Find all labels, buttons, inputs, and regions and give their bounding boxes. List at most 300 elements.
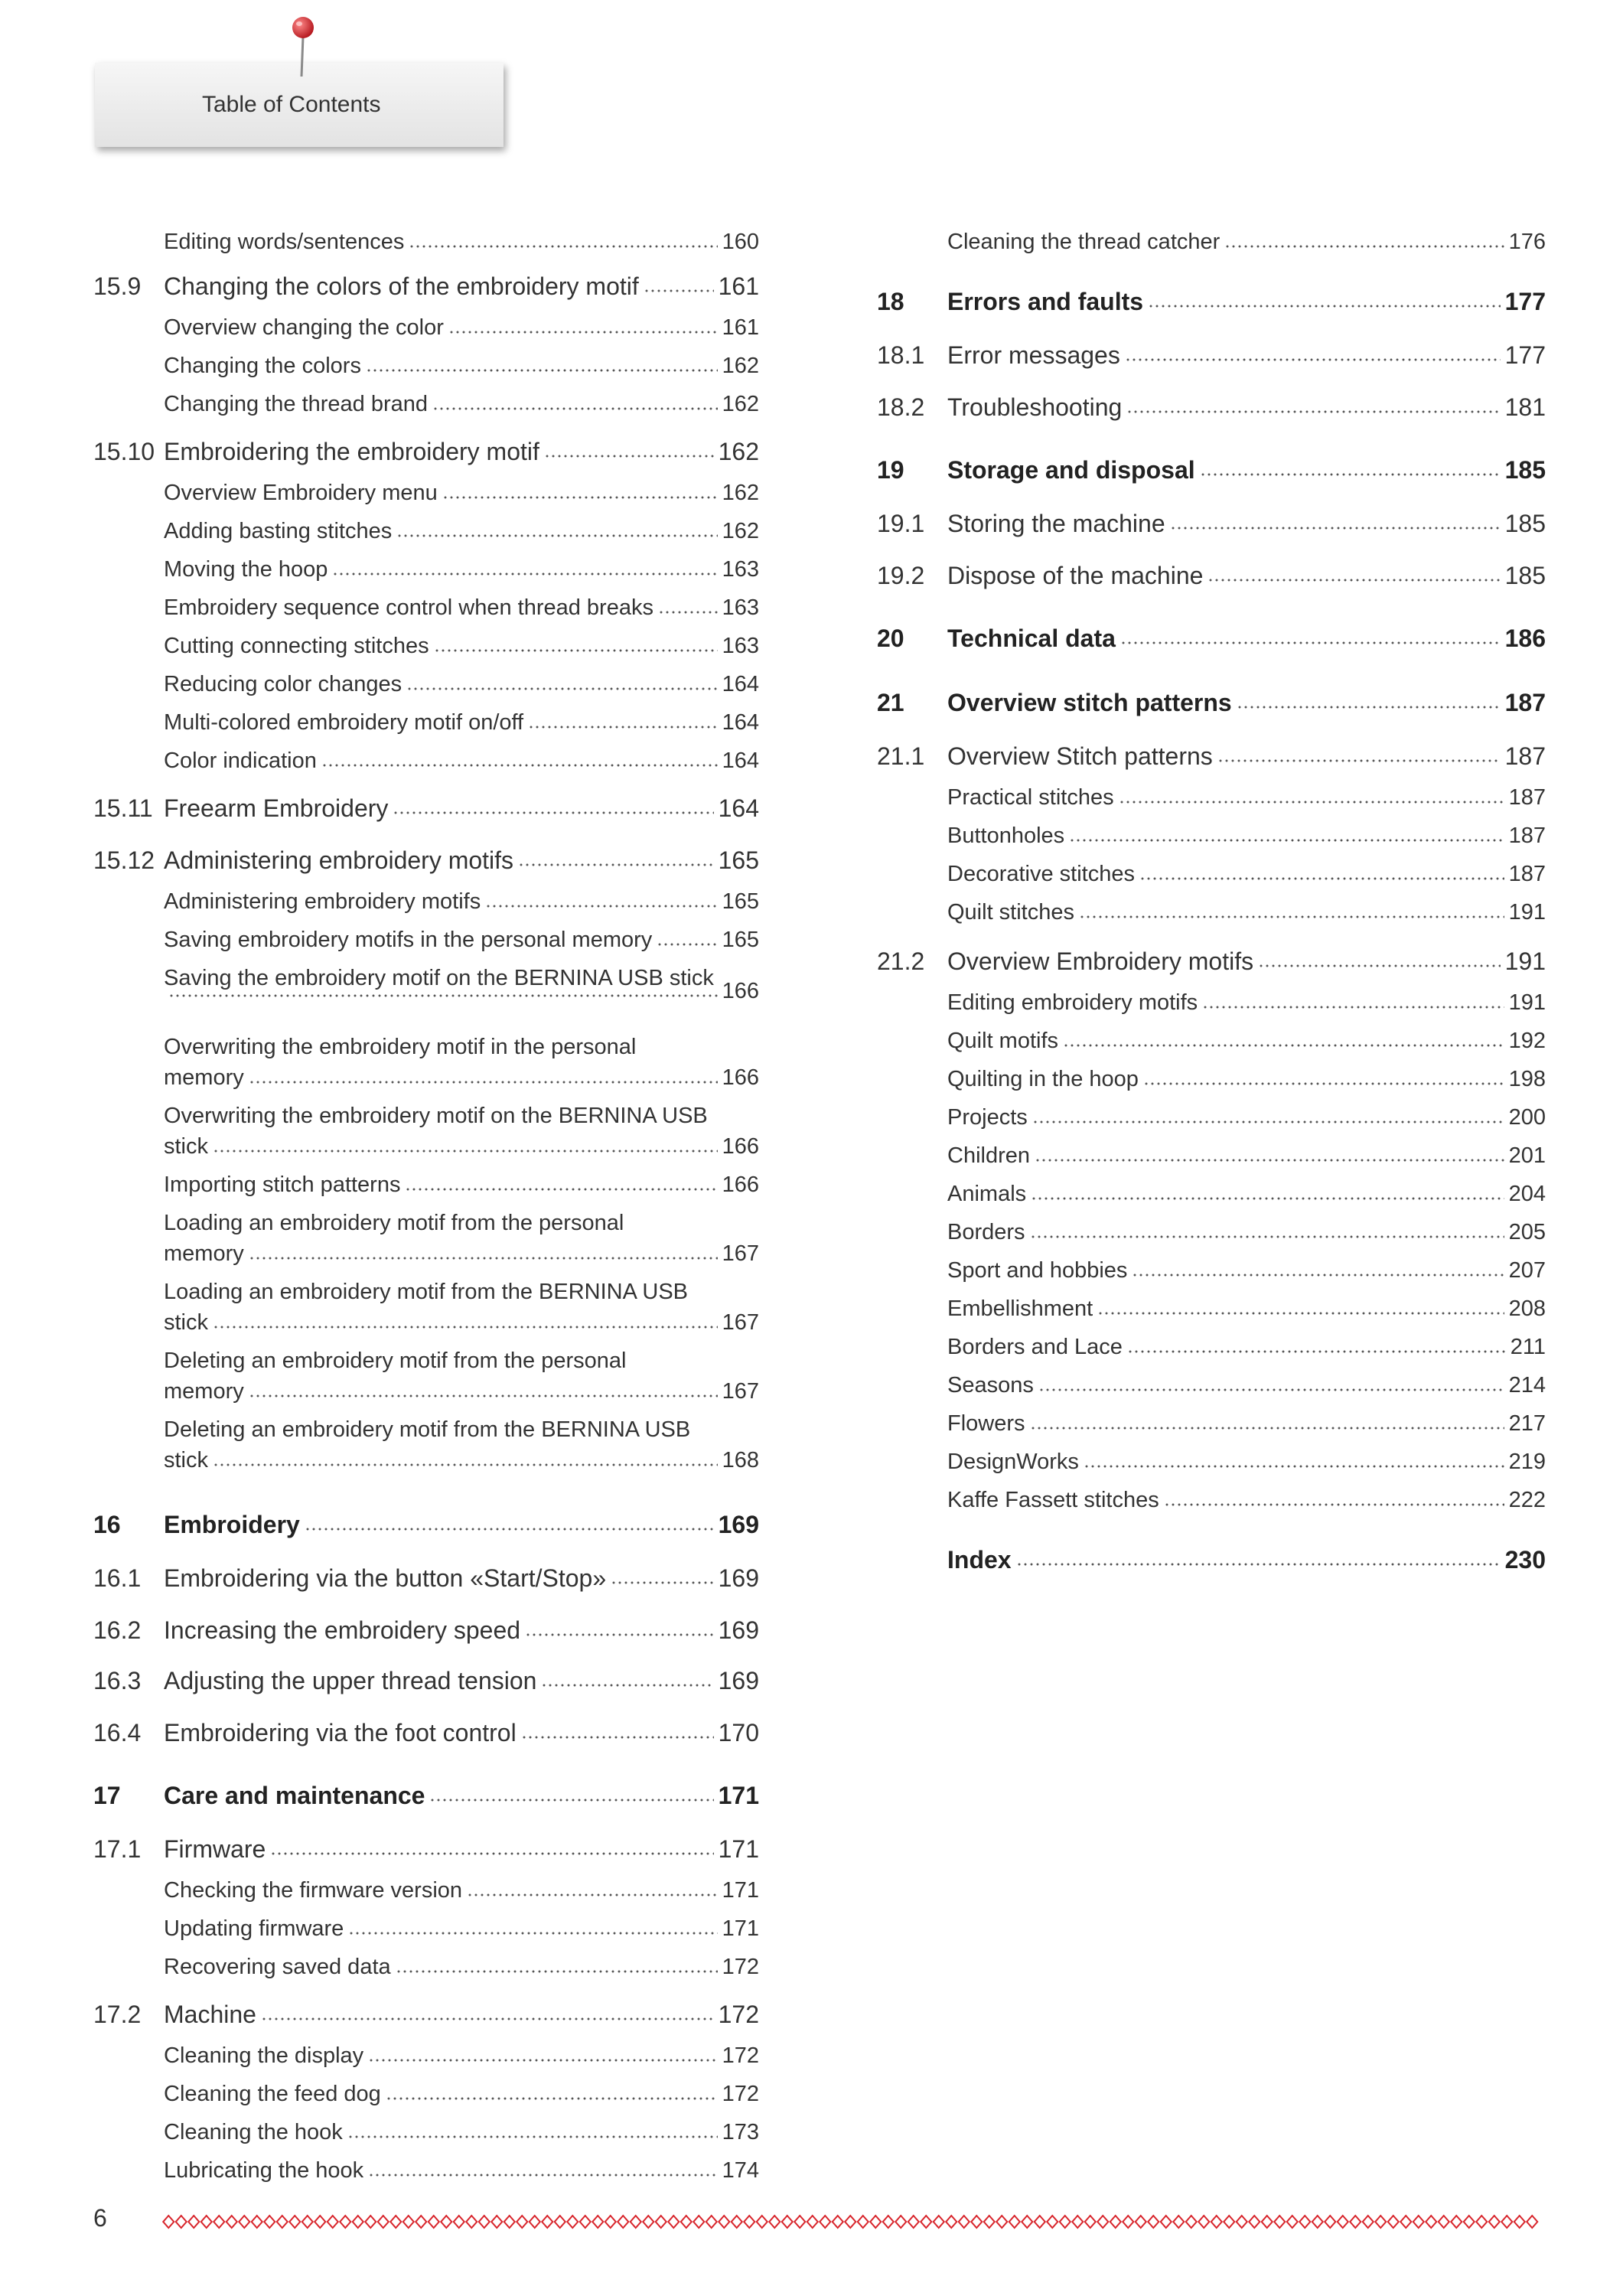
border-diamond [517, 2216, 527, 2228]
border-diamond [668, 2216, 679, 2228]
dot-leader [544, 454, 714, 458]
toc-entry-title: Quilt stitches [947, 900, 1074, 925]
toc-entry-title: Adding basting stitches [164, 519, 393, 543]
border-diamond [1274, 2216, 1285, 2228]
toc-entry-number: 16.3 [93, 1667, 142, 1694]
border-diamond [1299, 2216, 1310, 2228]
toc-entry-title: stick [164, 1134, 208, 1159]
toc-entry-number: 21.2 [877, 947, 925, 975]
toc-entry-title: Overwriting the embroidery motif on the BERNINA USB [164, 1104, 708, 1128]
border-diamond [1097, 2216, 1108, 2228]
border-diamond [252, 2216, 262, 2228]
border-diamond [441, 2216, 451, 2228]
toc-entry-title: Changing the colors of the embroidery motif [164, 272, 639, 300]
border-diamond [504, 2216, 515, 2228]
toc-entry-page: 161 [722, 315, 759, 340]
toc-entry-title: Cutting connecting stitches [164, 634, 429, 658]
border-diamond [1237, 2216, 1247, 2228]
border-diamond [479, 2216, 490, 2228]
dot-leader [432, 406, 718, 411]
border-diamond [314, 2216, 325, 2228]
dot-leader [348, 1931, 717, 1936]
dot-leader [1031, 1196, 1504, 1201]
border-diamond [1312, 2216, 1323, 2228]
dot-leader [1207, 578, 1500, 582]
toc-entry-page: 214 [1508, 1373, 1546, 1397]
dot-leader [1224, 244, 1504, 249]
toc-entry-page: 170 [718, 1719, 759, 1746]
dot-leader [1038, 1388, 1504, 1392]
dot-leader [168, 993, 718, 998]
border-diamond [580, 2216, 591, 2228]
dot-leader [541, 1683, 713, 1688]
dot-leader [1126, 409, 1500, 414]
toc-entry-number: 19.2 [877, 562, 925, 589]
border-diamond [1400, 2216, 1411, 2228]
border-diamond [971, 2216, 982, 2228]
dot-leader [405, 1187, 717, 1192]
dot-leader [1120, 641, 1501, 645]
toc-entry-page: 162 [722, 481, 759, 505]
toc-entry-page: 217 [1508, 1411, 1546, 1436]
dot-leader [213, 1149, 718, 1153]
toc-entry-title: Cleaning the thread catcher [947, 230, 1221, 254]
toc-entry-title: Embroidery [164, 1511, 300, 1538]
border-diamond [353, 2216, 363, 2228]
toc-entry-number: 17 [93, 1782, 121, 1809]
toc-entry-page: 166 [722, 1134, 759, 1159]
toc-entry-title: Importing stitch patterns [164, 1172, 401, 1197]
toc-entry-title: Overview Stitch patterns [947, 742, 1213, 770]
dot-leader [521, 1735, 714, 1740]
toc-entry-title: Embellishment [947, 1296, 1093, 1321]
toc-entry-title: Sport and hobbies [947, 1258, 1128, 1283]
dot-leader [434, 648, 718, 653]
border-diamond [934, 2216, 944, 2228]
toc-entry-title: Recovering saved data [164, 1955, 391, 1979]
toc-entry-title: Embroidering the embroidery motif [164, 438, 539, 465]
toc-entry-title: Changing the thread brand [164, 392, 429, 416]
toc-entry-page: 181 [1504, 393, 1546, 421]
border-diamond [1338, 2216, 1348, 2228]
border-diamond [163, 2216, 174, 2228]
dot-leader [1258, 964, 1501, 968]
dot-leader [368, 2173, 717, 2177]
toc-entry-page: 163 [722, 595, 759, 620]
toc-entry-page: 162 [722, 392, 759, 416]
border-diamond [429, 2216, 439, 2228]
border-diamond [643, 2216, 653, 2228]
toc-entry-title: Embroidering via the foot control [164, 1719, 517, 1746]
toc-entry-title: Administering embroidery motifs [164, 889, 481, 914]
border-diamond [213, 2216, 224, 2228]
toc-entry-number: 18.2 [877, 393, 925, 421]
toc-entry-title: Changing the colors [164, 354, 361, 378]
border-diamond [201, 2216, 212, 2228]
toc-entry-page: 166 [722, 1065, 759, 1090]
border-diamond [1072, 2216, 1083, 2228]
page-title: Table of Contents [202, 92, 381, 117]
toc-entry-number: 16.4 [93, 1719, 142, 1746]
toc-entry-page: 169 [718, 1511, 759, 1538]
dot-leader [1132, 1273, 1504, 1277]
toc-entry-number: 19.1 [877, 510, 925, 537]
border-diamond [605, 2216, 616, 2228]
border-diamond [1085, 2216, 1096, 2228]
toc-entry-title: Children [947, 1143, 1030, 1168]
toc-entry-page: 161 [718, 272, 759, 300]
border-diamond [1514, 2216, 1525, 2228]
toc-entry-page: 187 [1504, 689, 1546, 716]
dot-leader [213, 1325, 718, 1329]
border-diamond [176, 2216, 187, 2228]
border-diamond [618, 2216, 628, 2228]
border-diamond [984, 2216, 995, 2228]
toc-entry-page: 172 [722, 2082, 759, 2106]
toc-entry-page: 205 [1508, 1220, 1546, 1244]
border-diamond [1350, 2216, 1361, 2228]
border-diamond [631, 2216, 641, 2228]
toc-entry-title: Dispose of the machine [947, 562, 1204, 589]
toc-entry-page: 164 [722, 710, 759, 735]
dot-leader [321, 763, 718, 768]
toc-entry-page: 192 [1508, 1029, 1546, 1053]
dot-leader [1202, 1005, 1504, 1009]
border-diamond [1060, 2216, 1071, 2228]
toc-entry-title: Care and maintenance [164, 1782, 425, 1809]
dot-leader [518, 863, 714, 867]
page-number: 6 [93, 2204, 107, 2232]
toc-entry-title: memory [164, 1065, 244, 1090]
toc-entry-number: 18.1 [877, 341, 925, 369]
toc-entry-title: memory [164, 1379, 244, 1404]
border-diamond [1198, 2216, 1209, 2228]
toc-entry-title: Checking the firmware version [164, 1878, 463, 1903]
border-diamond [744, 2216, 754, 2228]
toc-entry-number: 16 [93, 1511, 121, 1538]
toc-entry-page: 201 [1508, 1143, 1546, 1168]
toc-entry-page: 166 [722, 1172, 759, 1197]
toc-entry-page: 160 [722, 230, 759, 254]
border-diamond [542, 2216, 552, 2228]
toc-entry-page: 171 [722, 1878, 759, 1903]
toc-entry-page: 176 [1508, 230, 1546, 254]
toc-entry-page: 208 [1508, 1296, 1546, 1321]
toc-entry-page: 168 [722, 1448, 759, 1473]
toc-entry-page: 187 [1508, 785, 1546, 810]
toc-entry-number: 21.1 [877, 742, 925, 770]
border-diamond [454, 2216, 464, 2228]
toc-entry-page: 222 [1508, 1488, 1546, 1512]
toc-entry-title: Overview Embroidery menu [164, 481, 438, 505]
border-diamond [1224, 2216, 1234, 2228]
toc-entry-number: 15.10 [93, 438, 155, 465]
border-diamond [365, 2216, 376, 2228]
dot-leader [347, 2135, 718, 2139]
toc-entry-page: 169 [718, 1667, 759, 1694]
border-diamond [403, 2216, 414, 2228]
toc-entry-title: Overwriting the embroidery motif in the personal [164, 1035, 637, 1059]
border-diamond [681, 2216, 692, 2228]
border-diamond [895, 2216, 906, 2228]
toc-entry-title: Overview Embroidery motifs [947, 947, 1254, 975]
toc-entry-title: Cleaning the feed dog [164, 2082, 381, 2106]
border-diamond [656, 2216, 666, 2228]
toc-entry-page: 171 [722, 1916, 759, 1941]
toc-entry-title: Increasing the embroidery speed [164, 1616, 521, 1644]
dot-leader [406, 687, 717, 691]
toc-entry-title: Embroidery sequence control when thread breaks [164, 595, 653, 620]
border-diamond [1527, 2216, 1537, 2228]
toc-entry-title: Storage and disposal [947, 456, 1195, 484]
dot-leader [429, 1798, 713, 1802]
toc-entry-page: 167 [722, 1241, 759, 1266]
toc-entry-title: Machine [164, 2001, 256, 2028]
toc-entry-title: Deleting an embroidery motif from the BERNINA USB [164, 1417, 691, 1442]
toc-entry-title: Loading an embroidery motif from the personal [164, 1211, 624, 1235]
border-diamond [328, 2216, 338, 2228]
toc-entry-title: Freearm Embroidery [164, 794, 389, 822]
border-diamond [340, 2216, 350, 2228]
border-diamond [390, 2216, 401, 2228]
border-diamond [757, 2216, 768, 2228]
toc-entry-page: 211 [1510, 1335, 1546, 1359]
toc-entry-number: 15.12 [93, 846, 155, 874]
toc-entry-title: Borders and Lace [947, 1335, 1123, 1359]
toc-entry-page: 191 [1508, 990, 1546, 1015]
toc-entry-page: 164 [722, 748, 759, 773]
toc-entry-title: Troubleshooting [947, 393, 1123, 421]
toc-entry-number: 21 [877, 689, 904, 716]
toc-entry-title: Moving the hoop [164, 557, 328, 582]
border-diamond [833, 2216, 843, 2228]
dot-leader [611, 1580, 713, 1585]
dot-leader [368, 2058, 717, 2063]
dot-leader [1030, 1426, 1504, 1430]
toc-entry-page: 187 [1508, 823, 1546, 848]
border-diamond [188, 2216, 199, 2228]
toc-entry-title: Overview changing the color [164, 315, 444, 340]
toc-entry-title: Quilting in the hoop [947, 1067, 1139, 1091]
dot-leader [1200, 472, 1501, 477]
toc-entry-number: 16.1 [93, 1564, 142, 1592]
toc-entry-title: Technical data [947, 625, 1116, 652]
border-diamond [1161, 2216, 1172, 2228]
border-diamond [1413, 2216, 1424, 2228]
toc-entry-page: 207 [1508, 1258, 1546, 1283]
toc-entry-title: Reducing color changes [164, 672, 402, 696]
dot-leader [1148, 304, 1501, 308]
toc-entry-number: 19 [877, 456, 904, 484]
toc-entry-title: Flowers [947, 1411, 1025, 1436]
toc-entry-page: 167 [722, 1379, 759, 1404]
dot-leader [249, 1256, 718, 1261]
toc-entry-title: Editing embroidery motifs [947, 990, 1198, 1015]
toc-entry-title: Seasons [947, 1373, 1034, 1397]
toc-entry-number: 15.9 [93, 272, 142, 300]
toc-entry-title: Quilt motifs [947, 1029, 1059, 1053]
dot-leader [409, 244, 717, 249]
border-diamond [845, 2216, 855, 2228]
border-diamond [858, 2216, 869, 2228]
toc-entry-page: 169 [718, 1564, 759, 1592]
border-diamond [1363, 2216, 1374, 2228]
toc-entry-title: stick [164, 1310, 208, 1335]
toc-entry-number: 17.1 [93, 1835, 142, 1863]
dot-leader [261, 2017, 714, 2021]
border-diamond [1186, 2216, 1197, 2228]
border-diamond [302, 2216, 313, 2228]
border-diamond [1501, 2216, 1512, 2228]
toc-entry-page: 204 [1508, 1182, 1546, 1206]
toc-entry-page: 200 [1508, 1105, 1546, 1130]
toc-entry-title: Multi-colored embroidery motif on/off [164, 710, 524, 735]
dot-leader [1217, 758, 1501, 763]
border-diamond [719, 2216, 729, 2228]
dot-leader [213, 1463, 718, 1467]
dot-leader [448, 330, 718, 334]
border-diamond [1464, 2216, 1475, 2228]
dot-leader [396, 1969, 718, 1974]
dot-leader [1079, 915, 1504, 919]
dot-leader [1170, 526, 1501, 530]
toc-entry-page: 230 [1504, 1546, 1546, 1574]
push-pin-icon [280, 6, 326, 80]
diamond-border [162, 2213, 1546, 2230]
toc-entry-title: Storing the machine [947, 510, 1165, 537]
dot-leader [658, 610, 718, 615]
toc-entry-page: 164 [722, 672, 759, 696]
border-diamond [1375, 2216, 1386, 2228]
toc-entry-title: Updating firmware [164, 1916, 344, 1941]
border-diamond [794, 2216, 805, 2228]
border-diamond [782, 2216, 793, 2228]
toc-entry-page: 165 [722, 928, 759, 952]
border-diamond [1249, 2216, 1260, 2228]
border-diamond [1287, 2216, 1298, 2228]
dot-leader [249, 1394, 718, 1398]
toc-entry-page: 167 [722, 1310, 759, 1335]
border-diamond [908, 2216, 919, 2228]
toc-entry-title: memory [164, 1241, 244, 1266]
border-diamond [277, 2216, 288, 2228]
toc-entry-page: 164 [718, 794, 759, 822]
toc-entry-title: Adjusting the upper thread tension [164, 1667, 537, 1694]
toc-entry-page: 185 [1504, 562, 1546, 589]
dot-leader [657, 942, 717, 947]
toc-entry-title: Borders [947, 1220, 1025, 1244]
dot-leader [1032, 1120, 1504, 1124]
toc-entry-page: 185 [1504, 456, 1546, 484]
toc-entry-title: Loading an embroidery motif from the BERNINA USB [164, 1280, 689, 1304]
border-diamond [1035, 2216, 1045, 2228]
dot-leader [386, 2096, 718, 2101]
dot-leader [525, 1632, 714, 1637]
toc-entry-page: 162 [718, 438, 759, 465]
toc-entry-title: Embroidering via the button «Start/Stop» [164, 1564, 607, 1592]
border-diamond [378, 2216, 389, 2228]
toc-entry-title: Animals [947, 1182, 1027, 1206]
border-diamond [289, 2216, 300, 2228]
dot-leader [1030, 1234, 1504, 1239]
dot-leader [1143, 1081, 1504, 1086]
dot-leader [528, 725, 718, 729]
dot-leader [1164, 1502, 1504, 1507]
border-diamond [1173, 2216, 1184, 2228]
border-diamond [946, 2216, 957, 2228]
toc-entry-page: 163 [722, 557, 759, 582]
border-diamond [959, 2216, 970, 2228]
toc-entry-title: Lubricating the hook [164, 2158, 364, 2183]
toc-entry-number: 18 [877, 288, 904, 315]
border-diamond [820, 2216, 830, 2228]
toc-entry-title: Saving the embroidery motif on the BERNINA USB stick [164, 966, 714, 990]
dot-leader [1084, 1464, 1504, 1469]
toc-entry-number: 16.2 [93, 1616, 142, 1644]
toc-entry-number: 20 [877, 625, 904, 652]
toc-entry-page: 172 [718, 2001, 759, 2028]
dot-leader [1139, 876, 1504, 881]
border-diamond [870, 2216, 881, 2228]
border-diamond [1022, 2216, 1032, 2228]
dot-leader [366, 368, 718, 373]
dot-leader [1016, 1562, 1501, 1567]
dot-leader [1237, 705, 1501, 709]
toc-entry-page: 162 [722, 354, 759, 378]
border-diamond [1262, 2216, 1273, 2228]
dot-leader [1069, 838, 1504, 843]
toc-entry-page: 162 [722, 519, 759, 543]
dot-leader [467, 1893, 718, 1897]
toc-entry-page: 172 [722, 1955, 759, 1979]
toc-entry-page: 185 [1504, 510, 1546, 537]
border-diamond [567, 2216, 578, 2228]
toc-entry-title: Buttonholes [947, 823, 1065, 848]
border-diamond [264, 2216, 275, 2228]
toc-entry-title: Editing words/sentences [164, 230, 405, 254]
border-diamond [1451, 2216, 1462, 2228]
border-diamond [1110, 2216, 1121, 2228]
border-diamond [807, 2216, 818, 2228]
toc-entry-page: 187 [1508, 862, 1546, 886]
dot-leader [396, 533, 717, 538]
toc-entry-page: 171 [718, 1782, 759, 1809]
toc-entry-title: Saving embroidery motifs in the personal memory [164, 928, 653, 952]
border-diamond [693, 2216, 704, 2228]
border-diamond [769, 2216, 780, 2228]
dot-leader [644, 289, 714, 293]
dot-leader [270, 1851, 713, 1856]
border-diamond [1439, 2216, 1449, 2228]
border-diamond [706, 2216, 717, 2228]
dot-leader [1063, 1043, 1504, 1048]
dot-leader [1035, 1158, 1504, 1163]
border-diamond [530, 2216, 540, 2228]
border-diamond [1211, 2216, 1222, 2228]
dot-leader [1097, 1311, 1504, 1316]
toc-entry-page: 169 [718, 1616, 759, 1644]
toc-entry-page: 177 [1504, 341, 1546, 369]
toc-entry-title: Overview stitch patterns [947, 689, 1232, 716]
border-diamond [1047, 2216, 1058, 2228]
toc-entry-page: 191 [1504, 947, 1546, 975]
border-diamond [883, 2216, 894, 2228]
border-diamond [227, 2216, 237, 2228]
toc-entry-title: DesignWorks [947, 1450, 1079, 1474]
dot-leader [1119, 800, 1504, 804]
toc-entry-page: 198 [1508, 1067, 1546, 1091]
border-diamond [1426, 2216, 1436, 2228]
